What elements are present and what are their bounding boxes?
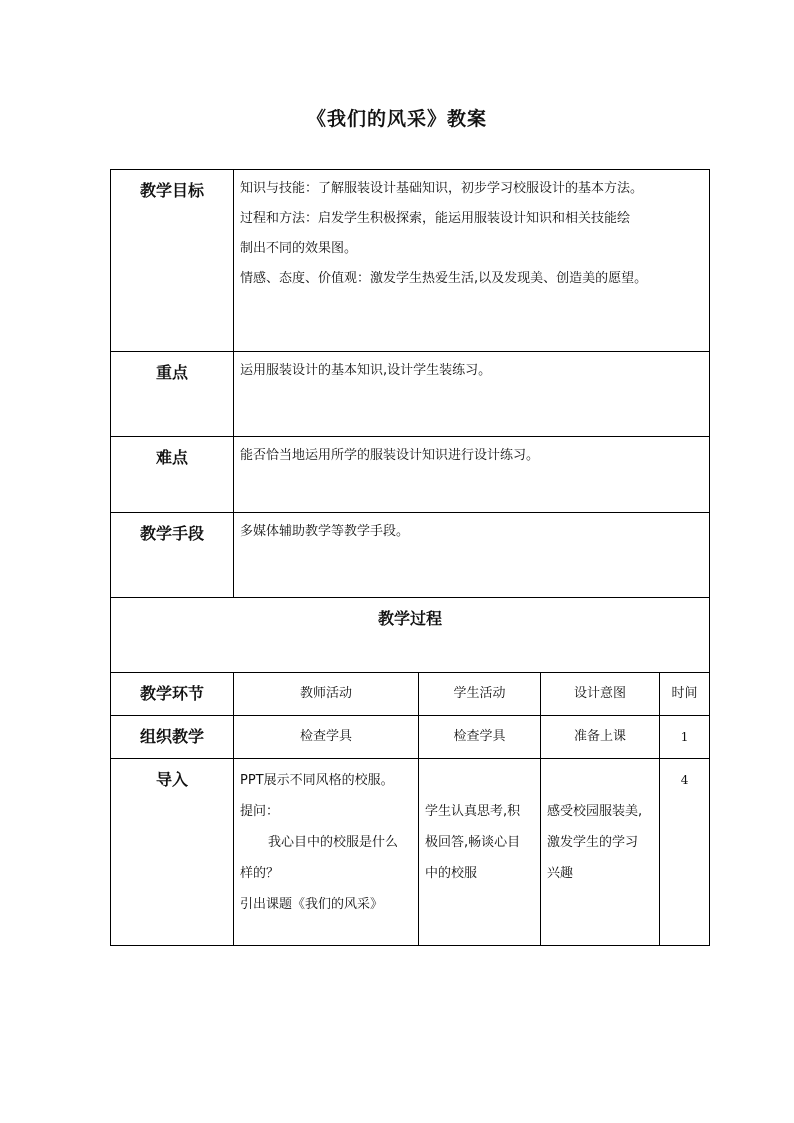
objectives-line: 情感、态度、价值观：激发学生热爱生活,以及发现美、创造美的愿望。	[240, 271, 648, 286]
student-line: 学生认真思考,积	[425, 804, 521, 819]
header-teacher: 教师活动	[234, 673, 419, 716]
objectives-row	[111, 170, 710, 352]
header-intent: 设计意图	[541, 673, 660, 716]
process-header-row	[111, 673, 710, 716]
difficulty-label: 难点	[111, 437, 234, 513]
student-line: 中的校服	[425, 866, 478, 881]
key-point-row	[111, 352, 710, 437]
header-time: 时间	[660, 673, 710, 716]
design-intent-cell	[541, 759, 660, 946]
objectives-line: 过程和方法：启发学生积极探索，能运用服装设计知识和相关技能绘	[240, 211, 631, 226]
header-stage: 教学环节	[111, 673, 234, 716]
objectives-content	[234, 170, 710, 352]
time-cell: 4	[660, 759, 710, 946]
methods-content: 多媒体辅助教学等教学手段。	[234, 513, 710, 598]
difficulty-row	[111, 437, 710, 513]
teacher-line: PPT展示不同风格的校服。	[240, 773, 394, 788]
student-activity-cell	[419, 759, 541, 946]
student-line: 极回答,畅谈心目	[425, 835, 521, 850]
document-title: 《我们的风采》教案	[306, 108, 487, 130]
key-point-content: 运用服装设计的基本知识,设计学生装练习。	[234, 352, 710, 437]
stage-cell: 组织教学	[111, 716, 234, 759]
key-point-label: 重点	[111, 352, 234, 437]
design-intent-cell: 准备上课	[541, 716, 660, 759]
teacher-line: 我心目中的校服是什么	[268, 835, 399, 850]
teacher-activity-cell	[234, 759, 419, 946]
objectives-line: 知识与技能：了解服装设计基础知识，初步学习校服设计的基本方法。	[240, 181, 644, 196]
methods-label: 教学手段	[111, 513, 234, 598]
objectives-line: 制出不同的效果图。	[240, 241, 358, 256]
table-row	[111, 759, 710, 946]
stage-cell: 导入	[111, 759, 234, 946]
student-activity-cell: 检查学具	[419, 716, 541, 759]
lesson-plan-table	[110, 169, 710, 946]
intent-line: 兴趣	[547, 866, 574, 881]
teacher-line: 样的？	[240, 866, 280, 881]
intent-line: 感受校园服装美,	[547, 804, 643, 819]
table-row	[111, 716, 710, 759]
time-cell: 1	[660, 716, 710, 759]
methods-row	[111, 513, 710, 598]
objectives-label: 教学目标	[111, 170, 234, 352]
difficulty-content: 能否恰当地运用所学的服装设计知识进行设计练习。	[234, 437, 710, 513]
teacher-activity-cell: 检查学具	[234, 716, 419, 759]
process-title-row	[111, 598, 710, 673]
process-title: 教学过程	[111, 598, 710, 673]
teacher-line: 提问：	[240, 804, 280, 819]
intent-line: 激发学生的学习	[547, 835, 639, 850]
teacher-line: 引出课题《我们的风采》	[240, 897, 384, 912]
header-student: 学生活动	[419, 673, 541, 716]
